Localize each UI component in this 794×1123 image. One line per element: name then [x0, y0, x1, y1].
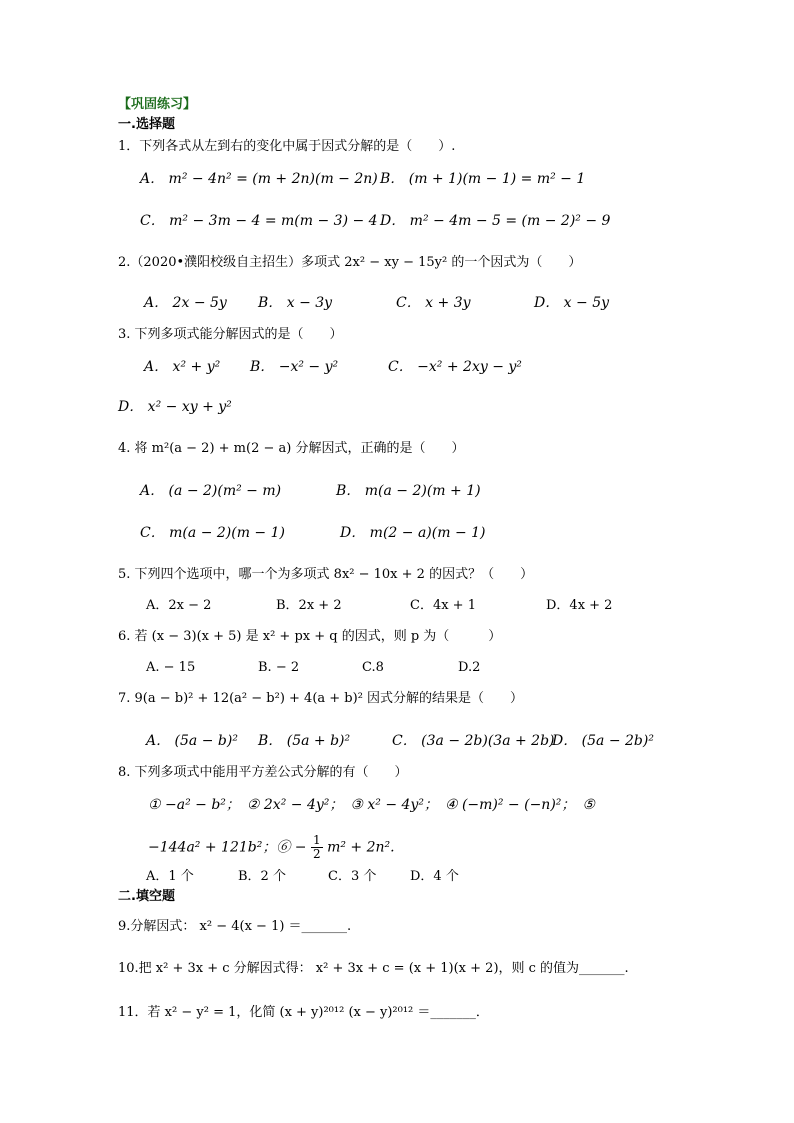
question-8-items-line-2: [148, 834, 395, 861]
question-2-option-d: D． x − 5y: [534, 295, 610, 311]
section-title: 【巩固练习】: [118, 97, 197, 112]
question-2-option-b: B． x − 3y: [258, 295, 333, 311]
question-8-option-d: D．4 个: [410, 869, 459, 884]
question-2-option-a: A． 2x − 5y: [144, 295, 227, 311]
question-5-stem: 5. 下列四个选项中，哪一个为多项式 8x² − 10x + 2 的因式？（ ）: [118, 567, 534, 582]
question-4-option-d: D． m(2 − a)(m − 1): [340, 525, 486, 541]
question-7-option-d: D． (5a − 2b)²: [552, 733, 654, 749]
question-8-items-line-2-a: −144a² + 121b²；⑥ −: [148, 839, 307, 856]
question-3-option-a: A． x² + y²: [144, 359, 221, 375]
question-3-stem: 3. 下列多项式能分解因式的是（ ）: [118, 327, 343, 342]
question-8-option-c: C．3 个: [328, 869, 377, 884]
question-4-option-b: B． m(a − 2)(m + 1): [336, 483, 481, 499]
question-4-stem: 4. 将 m²(a − 2) + m(2 − a) 分解因式，正确的是（ ）: [118, 441, 465, 456]
question-6-stem: 6. 若 (x − 3)(x + 5) 是 x² + px + q 的因式，则 p 为（ ）: [118, 629, 502, 644]
question-5-option-a: A．2x − 2: [146, 598, 212, 613]
question-3-option-b: B． −x² − y²: [250, 359, 339, 375]
fraction-one-half: [311, 834, 323, 861]
question-10: 10.把 x² + 3x + c 分解因式得： x² + 3x + c = (x + 1)(x + 2)，则 c 的值为_______.: [118, 961, 629, 976]
question-7-stem: 7. 9(a − b)² + 12(a² − b²) + 4(a + b)² 因式分解的结果是（ ）: [118, 691, 524, 706]
question-4-option-a: A． (a − 2)(m² − m): [140, 483, 282, 499]
question-1-option-d: D． m² − 4m − 5 = (m − 2)² − 9: [380, 213, 611, 229]
fraction-denominator: 2: [312, 847, 321, 861]
question-8-option-a: A．1 个: [146, 869, 194, 884]
question-2-stem: 2.（2020•濮阳校级自主招生）多项式 2x² − xy − 15y² 的一个因式为（ ）: [118, 255, 582, 270]
question-7-option-c: C． (3a − 2b)(3a + 2b): [392, 733, 555, 749]
question-1-option-a: A． m² − 4n² = (m + 2n)(m − 2n): [140, 171, 378, 187]
question-6-option-d: D.2: [458, 660, 481, 675]
question-1-option-c: C． m² − 3m − 4 = m(m − 3) − 4: [140, 213, 378, 229]
question-3-option-c: C． −x² + 2xy − y²: [388, 359, 522, 375]
question-3-option-d: D． x² − xy + y²: [118, 399, 232, 415]
question-5-option-b: B．2x + 2: [276, 598, 342, 613]
question-6-option-b: B. − 2: [258, 660, 300, 675]
question-8-items-line-1: ① −a² − b²； ② 2x² − 4y²； ③ x² − 4y²； ④ (−m)² − (−n)²； ⑤: [148, 797, 595, 813]
question-6-option-c: C.8: [362, 660, 384, 675]
section-heading-fill: 二.填空题: [118, 889, 175, 904]
section-heading-choice: 一.选择题: [118, 117, 175, 132]
question-1-option-b: B． (m + 1)(m − 1) = m² − 1: [380, 171, 586, 187]
question-9: 9.分解因式： x² − 4(x − 1) ＝_______.: [118, 919, 352, 934]
question-7-option-a: A． (5a − b)²: [146, 733, 238, 749]
question-6-option-a: A. − 15: [146, 660, 196, 675]
question-8-items-line-2-b: m² + 2n².: [327, 839, 395, 856]
question-8-stem: 8. 下列多项式中能用平方差公式分解的有（ ）: [118, 765, 408, 780]
question-2-option-c: C． x + 3y: [396, 295, 471, 311]
fraction-numerator: 1: [312, 833, 321, 847]
question-11: 11．若 x² − y² = 1，化简 (x + y)²⁰¹² (x − y)²⁰¹² ＝_______．: [118, 1005, 489, 1020]
question-5-option-d: D．4x + 2: [546, 598, 613, 613]
question-8-option-b: B．2 个: [238, 869, 286, 884]
question-5-option-c: C．4x + 1: [410, 598, 476, 613]
question-1-stem: 1．下列各式从左到右的变化中属于因式分解的是（ ）.: [118, 139, 456, 154]
question-4-option-c: C． m(a − 2)(m − 1): [140, 525, 285, 541]
question-7-option-b: B． (5a + b)²: [258, 733, 351, 749]
